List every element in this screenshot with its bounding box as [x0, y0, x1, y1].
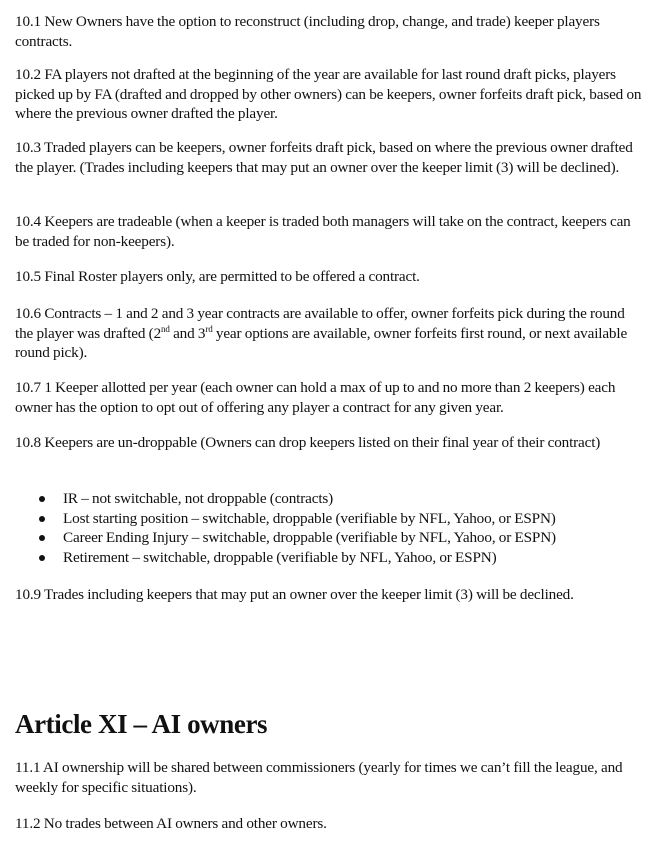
list-item: [15, 548, 645, 568]
rule-10-8: 10.8 Keepers are un-droppable (Owners can drop keepers listed on their final year of their contract): [15, 434, 601, 451]
rule-10-6-text-1: 10.6 Contracts – 1 and 2 and 3 year contracts are available to offer, owner forfeits pick during the round the player was drafted (2: [15, 305, 625, 342]
bullet-icon: [39, 535, 45, 541]
bullet-icon: [39, 555, 45, 561]
bullet-icon: [39, 516, 45, 522]
rule-10-6-text-3: year options are available, owner forfeits first round, or next available round pick).: [15, 324, 628, 361]
rule-10-6-superscript-rd: rd: [205, 323, 213, 334]
rule-10-4: 10.4 Keepers are tradeable (when a keeper is traded both managers will take on the contract, keepers can be traded for non-keepers).: [15, 213, 631, 250]
article-xi-heading: Article XI – AI owners: [15, 709, 268, 739]
list-item-text: Retirement – switchable, droppable (verifiable by NFL, Yahoo, or ESPN): [63, 548, 497, 566]
rule-10-7: 10.7 1 Keeper allotted per year (each owner can hold a max of up to and no more than 2 keepers) each owner has the option to opt out of offering any player a contract for any given year.: [15, 379, 616, 416]
rule-10-6-superscript-nd: nd: [161, 323, 170, 334]
rule-10-5: 10.5 Final Roster players only, are permitted to be offered a contract.: [15, 268, 420, 285]
rule-10-6-text-2: and 3: [169, 324, 206, 342]
rule-11-2: 11.2 No trades between AI owners and other owners.: [15, 815, 327, 832]
keeper-exceptions-list: [15, 489, 645, 567]
list-item-text: Lost starting position – switchable, droppable (verifiable by NFL, Yahoo, or ESPN): [63, 509, 556, 527]
rule-11-1: 11.1 AI ownership will be shared between commissioners (yearly for times we can’t fill the league, and weekly for specific situations).: [15, 759, 623, 796]
list-item: [15, 489, 645, 509]
rule-10-9: 10.9 Trades including keepers that may put an owner over the keeper limit (3) will be declined.: [15, 586, 574, 603]
rule-10-2: 10.2 FA players not drafted at the beginning of the year are available for last round draft picks, players picked up by FA (drafted and dropped by other owners) can be keepers, owner forfeits draft pick, based on where the previous owner drafted the player.: [15, 66, 642, 122]
list-item-text: Career Ending Injury – switchable, droppable (verifiable by NFL, Yahoo, or ESPN): [63, 529, 556, 546]
list-item: [15, 528, 645, 548]
rule-10-3: 10.3 Traded players can be keepers, owner forfeits draft pick, based on where the previous owner drafted the player. (Trades including keepers that may put an owner over the keeper limit (3) will be declined).: [15, 139, 633, 176]
bullet-icon: [39, 496, 45, 502]
list-item: [15, 509, 645, 529]
list-item-text: IR – not switchable, not droppable (contracts): [63, 490, 334, 507]
rule-10-6: [15, 304, 645, 363]
rule-10-1: 10.1 New Owners have the option to reconstruct (including drop, change, and trade) keeper players contracts.: [15, 13, 600, 50]
